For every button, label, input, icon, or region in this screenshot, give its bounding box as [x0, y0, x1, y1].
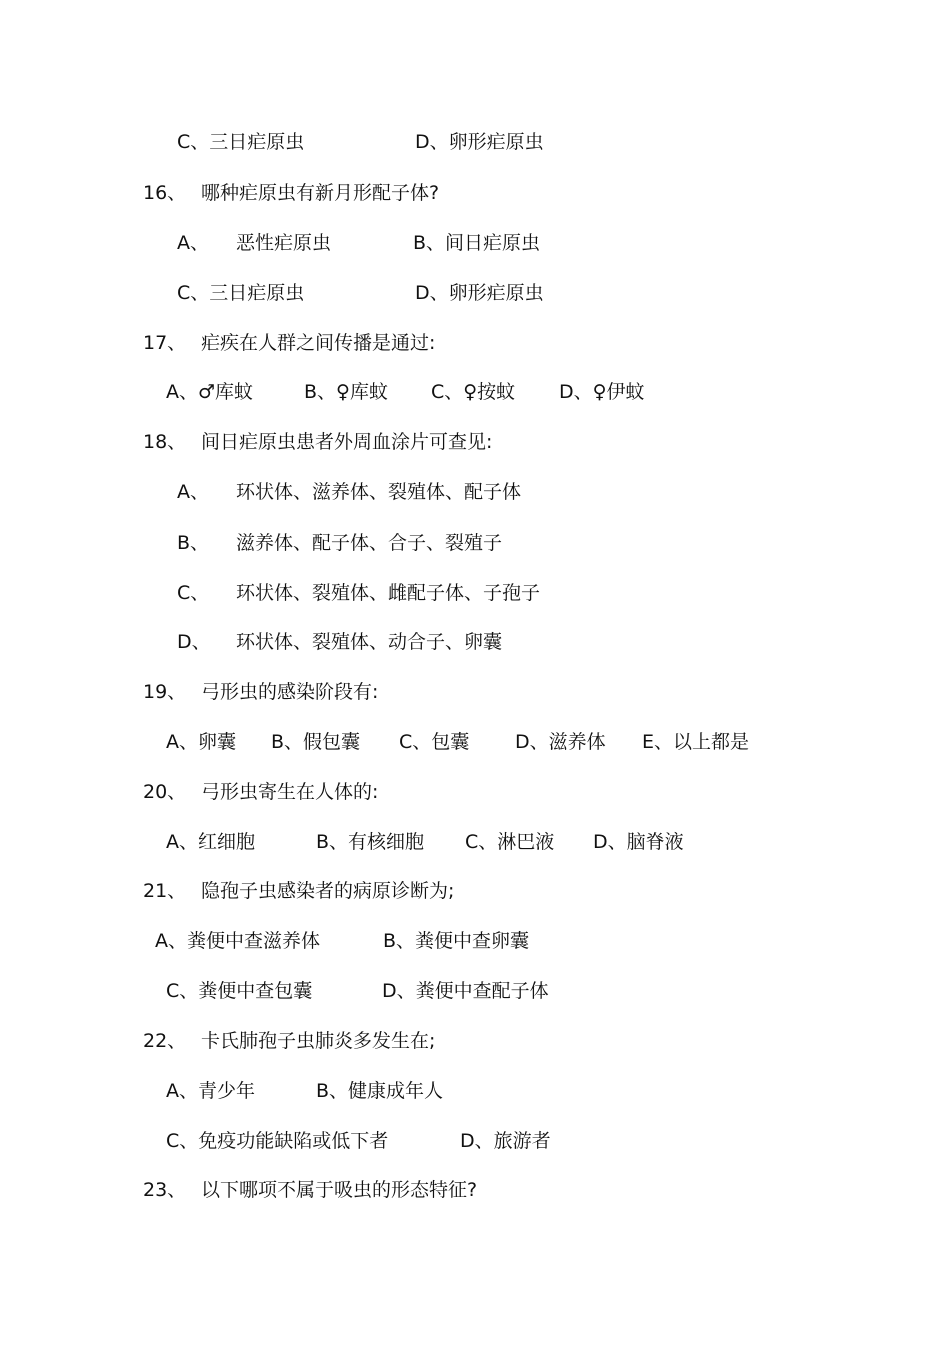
- option-a: A、♂库蚊: [166, 381, 254, 403]
- question-text: 弓形虫的感染阶段有:: [201, 681, 379, 703]
- option-d: D、脑脊液: [593, 831, 684, 853]
- option-b: B、间日疟原虫: [413, 232, 541, 254]
- option-c: C、粪便中查包囊: [166, 980, 313, 1002]
- question-number: 16、: [143, 182, 187, 204]
- option-d: D、♀伊蚊: [559, 381, 645, 403]
- question-number: 22、: [143, 1030, 187, 1052]
- question-number: 18、: [143, 431, 187, 453]
- option-d-text: 环状体、裂殖体、动合子、卵囊: [236, 631, 503, 653]
- option-e: E、以上都是: [642, 731, 750, 753]
- option-c: C、♀按蚊: [431, 381, 516, 403]
- option-b: B、假包囊: [271, 731, 361, 753]
- question-text: 弓形虫寄生在人体的:: [201, 781, 379, 803]
- option-b-text: 滋养体、配子体、合子、裂殖子: [236, 532, 503, 554]
- option-c: C、三日疟原虫: [177, 131, 305, 153]
- option-d: D、卵形疟原虫: [415, 282, 544, 304]
- question-text: 哪种疟原虫有新月形配子体?: [201, 182, 440, 204]
- option-c: C、淋巴液: [465, 831, 555, 853]
- question-number: 21、: [143, 880, 187, 902]
- question-number: 19、: [143, 681, 187, 703]
- question-text: 疟疾在人群之间传播是通过:: [201, 332, 436, 354]
- option-b: B、粪便中查卵囊: [383, 930, 530, 952]
- option-b: B、♀库蚊: [304, 381, 388, 403]
- option-c-text: 环状体、裂殖体、雌配子体、子孢子: [236, 582, 541, 604]
- option-a-label: A、: [177, 232, 209, 254]
- option-d-label: D、: [177, 631, 211, 653]
- option-a-text: 环状体、滋养体、裂殖体、配子体: [236, 481, 522, 503]
- option-a: A、青少年: [166, 1080, 255, 1102]
- option-a: A、红细胞: [166, 831, 255, 853]
- option-a-label: A、: [177, 481, 209, 503]
- option-b: B、有核细胞: [316, 831, 425, 853]
- question-number: 17、: [143, 332, 187, 354]
- question-text: 卡氏肺孢子虫肺炎多发生在;: [201, 1030, 436, 1052]
- question-text: 以下哪项不属于吸虫的形态特征?: [201, 1179, 478, 1201]
- question-number: 20、: [143, 781, 187, 803]
- option-c: C、包囊: [399, 731, 470, 753]
- option-d: D、粪便中查配子体: [382, 980, 549, 1002]
- question-text: 隐孢子虫感染者的病原诊断为;: [201, 880, 455, 902]
- option-c: C、免疫功能缺陷或低下者: [166, 1130, 389, 1152]
- option-c-label: C、: [177, 582, 210, 604]
- option-a: A、粪便中查滋养体: [155, 930, 320, 952]
- option-d: D、旅游者: [460, 1130, 551, 1152]
- option-a-text: 恶性疟原虫: [236, 232, 332, 254]
- option-b: B、健康成年人: [316, 1080, 444, 1102]
- option-b-label: B、: [177, 532, 210, 554]
- option-a: A、卵囊: [166, 731, 236, 753]
- option-d: D、滋养体: [515, 731, 606, 753]
- question-text: 间日疟原虫患者外周血涂片可查见:: [201, 431, 493, 453]
- option-c: C、三日疟原虫: [177, 282, 305, 304]
- option-d: D、卵形疟原虫: [415, 131, 544, 153]
- question-number: 23、: [143, 1179, 187, 1201]
